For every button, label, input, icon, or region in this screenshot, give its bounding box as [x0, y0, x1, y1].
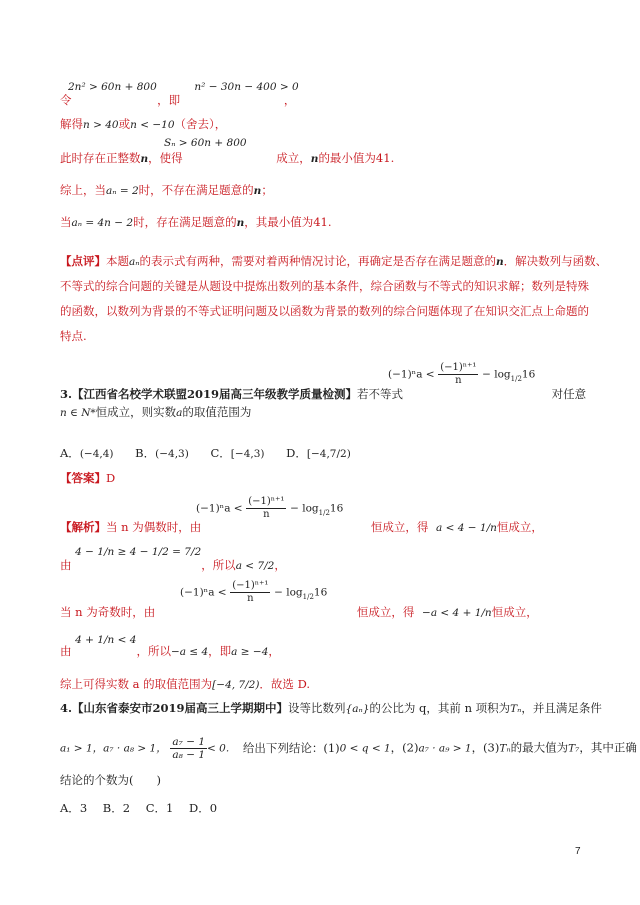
q3-title-text: 若不等式: [357, 387, 404, 401]
conclusion-1: 0 < q < 1: [339, 742, 391, 755]
ling-line: [60, 92, 295, 108]
q4-t3: ，并且满足条件: [521, 701, 602, 715]
dang-line: [60, 214, 332, 231]
frac-num: (−1)ⁿ⁺¹: [248, 496, 285, 507]
option-label: C．: [210, 446, 231, 460]
range-value: [−4, 7/2): [212, 679, 260, 691]
zongshang-text: 综上，当: [60, 183, 106, 197]
ineq-left: (−1)ⁿa <: [388, 368, 435, 381]
q3-inequality: [388, 362, 535, 387]
shequ-text: （舍去），: [174, 117, 227, 131]
a-lt-72: a < 7/2: [235, 560, 275, 572]
comment-line-2: 不等式的综合问题的关键是从题设中提炼出数列的基本条件，综合函数与不等式的知识求解；数列是特殊: [60, 279, 589, 293]
option-label: D．: [189, 801, 210, 815]
log-arg: 16: [313, 586, 328, 599]
option-d: [189, 801, 217, 815]
log-part: − log: [274, 586, 303, 599]
hengchengli4-text: 恒成立，: [491, 605, 538, 619]
log-arg: 16: [521, 368, 536, 381]
option-c: [210, 446, 264, 460]
odd-chain-line: [60, 634, 280, 660]
suoyi2-text: ，所以: [136, 644, 171, 658]
option-label: A．: [60, 446, 80, 460]
q4-t7: 的最大值为: [510, 740, 569, 755]
cishi-text: 此时存在正整数: [60, 151, 141, 165]
comment-line-4: 特点.: [60, 329, 87, 343]
semi-text: ；: [261, 183, 273, 197]
jiexi-tag: 【解析】: [60, 520, 106, 534]
q3-answer: [60, 470, 115, 486]
ineq-left: (−1)ⁿa <: [180, 586, 227, 599]
comment-tag: 【点评】: [60, 254, 106, 268]
ji-text: ，即: [208, 644, 232, 658]
jiede-text: 解得: [60, 117, 83, 131]
var-a: a: [176, 407, 183, 419]
inequality-2: n² − 30n − 400 > 0: [194, 81, 299, 93]
sn-inequality: Sₙ > 60n + 800: [164, 137, 247, 149]
solution-n-gt-40: n > 40: [83, 119, 119, 131]
log-part: − log: [290, 502, 319, 515]
zongshang-line: [60, 182, 273, 199]
a-lt-4-minus: a < 4 − 1/n: [436, 522, 497, 534]
ji-text: ，即: [157, 93, 181, 107]
comment-l1b: 的表示式有两种，需要对着两种情况讨论，再确定是否存在满足题意的: [139, 254, 497, 268]
option-value: 1: [166, 801, 174, 815]
jiede-line: [60, 116, 226, 133]
var-n: n: [496, 256, 504, 268]
option-label: A．: [60, 801, 80, 815]
a-ge-neg4: a ≥ −4: [231, 646, 269, 658]
option-c: [146, 801, 174, 815]
comma-text: ，: [274, 558, 286, 572]
comment-line-3: 的函数，以数列为背景的不等式证明问题及以函数为背景的数列的综合问题体现了在知识交汇点上命题的: [60, 304, 589, 318]
q3-title-line: [60, 386, 586, 402]
you2-text: 由: [60, 644, 72, 658]
inequality-1: 2n² > 60n + 800: [68, 81, 157, 93]
q4-t1: 设等比数列: [288, 701, 346, 715]
even-text: 当 n 为偶数时，由: [106, 520, 202, 534]
frac-den: a₈ − 1: [172, 749, 206, 761]
log-base: 1/2: [510, 374, 522, 383]
option-value: (−4,3): [155, 448, 189, 460]
comma-text: ，: [283, 93, 296, 107]
conclusion-text: 综上可得实数 a 的取值范围为: [60, 677, 213, 691]
q3-line2: [60, 404, 251, 421]
qimin-text: ，其最小值为41.: [244, 215, 332, 229]
cond-tail: < 0.: [207, 742, 230, 755]
var-T7: T₇: [568, 742, 580, 755]
var-an: aₙ: [129, 256, 140, 268]
an-eq-4n-2: aₙ = 4n − 2: [71, 217, 134, 229]
bucunzai-text: 时，不存在满足题意的: [138, 183, 254, 197]
suoyi-text: ，所以: [201, 558, 236, 572]
min41-text: 的最小值为41.: [318, 151, 395, 165]
hengchengli3-text: 恒成立，得: [356, 605, 415, 619]
solution-n-lt-neg10: n < −10: [130, 119, 175, 131]
var-n: n: [310, 153, 319, 165]
option-value: 3: [79, 801, 88, 815]
option-b: [103, 801, 130, 815]
answer-value: D: [106, 471, 116, 485]
option-a: [60, 446, 114, 460]
neg-a-le-4: −a ≤ 4: [170, 646, 209, 658]
q4-title-line: [60, 700, 602, 717]
frac-num: (−1)ⁿ⁺¹: [440, 362, 477, 373]
q4-options: [60, 800, 217, 816]
guxuan-text: ．故选 D.: [259, 677, 311, 691]
q4-t4: 给出下列结论：(1): [242, 740, 340, 755]
cishi-line: [60, 150, 394, 167]
var-Tn: Tₙ: [499, 742, 511, 755]
option-value: (−4,4): [79, 448, 114, 460]
shide-text: ，使得: [148, 151, 183, 165]
ling-text: 令: [60, 93, 72, 107]
odd-chain: 4 + 1/n < 4: [75, 634, 137, 646]
q4-conditions-line: [60, 736, 637, 761]
ineq-fraction: [438, 362, 478, 387]
comment-line-1: [60, 253, 607, 270]
q3-quzhi: 的取值范围为: [182, 405, 252, 419]
seq-an: {aₙ}: [345, 703, 370, 715]
odd-text: 当 n 为奇数时，由: [60, 605, 156, 619]
frac-num: (−1)ⁿ⁺¹: [232, 580, 269, 591]
conclusion-2: a₇ · a₉ > 1: [418, 742, 472, 755]
q3-options: [60, 445, 351, 462]
hengchengli-text: 恒成立，得: [370, 520, 429, 534]
even-line: [60, 519, 543, 536]
log-base: 1/2: [318, 508, 330, 517]
option-label: B．: [102, 801, 123, 815]
even-chain: 4 − 1/n ≥ 4 − 1/2 = 7/2: [75, 546, 202, 558]
option-b: [135, 446, 189, 460]
q3-line2-text: 恒成立，则实数: [95, 405, 177, 419]
frac-den: n: [263, 509, 270, 520]
q4-t8: ，其中正确: [579, 740, 637, 755]
q4-t6: ，(3): [471, 740, 500, 755]
comment-l1a: 本题: [106, 254, 129, 268]
option-a: [60, 801, 87, 815]
chengli-text: 成立，: [276, 151, 311, 165]
answer-tag: 【答案】: [60, 471, 106, 485]
var-Tn: Tₙ: [510, 703, 522, 715]
cunzai-text: 时，存在满足题意的: [133, 215, 237, 229]
odd-line: [60, 604, 538, 621]
an-eq-2: aₙ = 2: [106, 185, 139, 197]
var-n: n: [140, 153, 149, 165]
page-number: 7: [575, 846, 581, 857]
option-label: D．: [286, 446, 307, 460]
cond-fraction: [170, 736, 207, 761]
option-label: B．: [135, 446, 156, 460]
cond-1: a₁ > 1，a₇ · a₈ > 1，: [60, 742, 167, 755]
conclusion-line: [60, 676, 310, 693]
even-inequality: [196, 496, 343, 521]
option-value: 0: [209, 801, 218, 815]
var-n: n: [253, 185, 262, 197]
dang-text: 当: [60, 215, 72, 229]
option-d: [286, 446, 351, 460]
neg-a-lt: −a < 4 + 1/n: [422, 607, 492, 619]
option-label: C．: [145, 801, 167, 815]
odd-inequality: [180, 580, 327, 605]
expr-sn: [164, 134, 247, 151]
q4-t5: ，(2): [390, 740, 419, 755]
frac-den: n: [247, 593, 254, 604]
huo-text: 或: [118, 117, 131, 131]
log-part: − log: [482, 368, 511, 381]
frac-den: n: [455, 375, 462, 386]
option-value: [−4,3): [230, 448, 265, 460]
log-base: 1/2: [302, 592, 314, 601]
q3-source: 3.【江西省名校学术联盟2019届高三年级教学质量检测】: [60, 387, 358, 401]
q4-line3: 结论的个数为( ): [60, 773, 161, 787]
ineq-fraction: [230, 580, 270, 605]
var-n: n: [236, 217, 245, 229]
log-arg: 16: [329, 502, 344, 515]
hengchengli2-text: 恒成立，: [496, 520, 543, 534]
comma2-text: ，: [268, 644, 280, 658]
q3-duirenyi: 对任意: [551, 387, 587, 401]
option-value: 2: [122, 801, 131, 815]
q4-source: 4.【山东省泰安市2019届高三上学期期中】: [60, 701, 289, 715]
n-in-N: n ∈ N*: [60, 407, 96, 419]
q4-t2: 的公比为 q，其前 n 项积为: [369, 701, 511, 715]
frac-num: a₇ − 1: [172, 736, 206, 748]
ineq-left: (−1)ⁿa <: [196, 502, 243, 515]
you-text: 由: [60, 558, 72, 572]
even-chain-line: [60, 546, 286, 574]
option-value: [−4,7/2): [306, 448, 351, 460]
ineq-fraction: [246, 496, 286, 521]
comment-l1c: ．解决数列与函数、: [503, 254, 608, 268]
